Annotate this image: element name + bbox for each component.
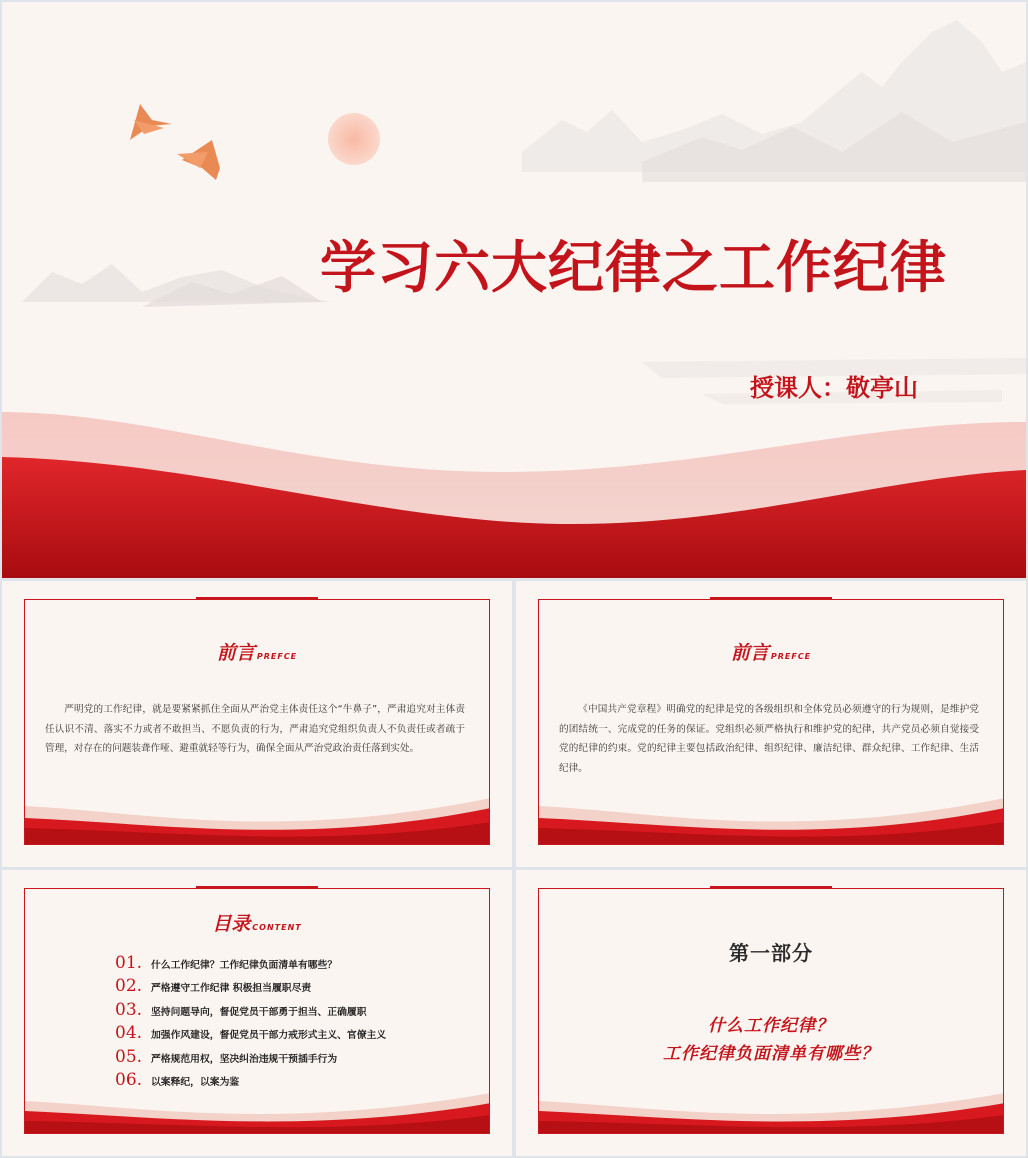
toc-item[interactable] — [115, 1023, 386, 1046]
slide-frame — [538, 599, 1004, 845]
heading-cn: 前言 — [730, 642, 769, 664]
cover-title: 学习六大纪律之工作纪律 — [320, 235, 947, 301]
toc-number: 01. — [115, 953, 143, 973]
red-ribbon-wave — [25, 784, 490, 844]
part-one-slide[interactable] — [516, 870, 1026, 1156]
toc-item[interactable] — [115, 1000, 386, 1023]
preface-slide-1[interactable] — [2, 581, 512, 867]
slide-frame — [24, 599, 490, 845]
toc-number: 02. — [115, 976, 143, 997]
bird-icon — [177, 140, 220, 180]
toc-list — [115, 953, 386, 1093]
heading-en: PREFCE — [770, 652, 812, 661]
toc-number: 06. — [115, 1069, 143, 1090]
red-ribbon-wave — [539, 784, 1004, 844]
sun-shape — [328, 113, 380, 165]
preface-heading — [25, 638, 489, 665]
toc-text: 严格规范用权，坚决纠治违规干预插手行为 — [151, 1053, 338, 1065]
slide-frame — [24, 888, 490, 1134]
toc-text: 严格遵守工作纪律 积极担当履职尽责 — [151, 983, 312, 995]
toc-text: 坚持问题导向，督促党员干部勇于担当、正确履职 — [151, 1006, 367, 1018]
toc-item[interactable] — [115, 953, 386, 976]
red-ribbon-wave — [539, 1083, 1004, 1133]
toc-text: 以案释纪，以案为鉴 — [151, 1076, 240, 1088]
toc-number: 04. — [115, 1023, 143, 1044]
preface-body: 严明党的工作纪律，就是要紧紧抓住全面从严治党主体责任这个“牛鼻子”，严肃追究对主体责任认识不清、落实不力或者不敢担当、不愿负责的行为，严肃追究党组织负责人不负责任或者疏于管理，对存在的问题装聋作哑、避重就轻等行为，确保全面从严治党政治责任落到实处。 — [45, 704, 465, 754]
toc-slide[interactable] — [2, 870, 512, 1156]
toc-heading — [25, 909, 489, 936]
heading-cn: 目录 — [212, 913, 251, 935]
part-title: 第一部分 — [729, 941, 813, 965]
red-ribbon-wave — [25, 1083, 490, 1133]
part-subtitle-2: 工作纪律负面清单有哪些？ — [663, 1044, 879, 1064]
heading-cn: 前言 — [216, 642, 255, 664]
heading-en: PREFCE — [256, 652, 298, 661]
toc-item[interactable] — [115, 976, 386, 999]
cover-lecturer: 授课人：敬亭山 — [750, 373, 918, 402]
bird-icon — [130, 104, 172, 140]
heading-en: CONTENT — [252, 923, 302, 932]
toc-number: 05. — [115, 1046, 143, 1067]
toc-text: 什么工作纪律？工作纪律负面清单有哪些？ — [151, 960, 338, 971]
preface-body: 《中国共产党章程》明确党的纪律是党的各级组织和全体党员必须遵守的行为规则，是维护党的团结统一、完成党的任务的保证。党组织必须严格执行和维护党的纪律，共产党员必须自觉接受党的纪律的约束。党的纪律主要包括政治纪律、组织纪律、廉洁纪律、群众纪律、工作纪律、生活纪律。 — [559, 704, 979, 774]
toc-text: 加强作风建设，督促党员干部力戒形式主义、官僚主义 — [151, 1030, 387, 1042]
toc-item[interactable] — [115, 1047, 386, 1070]
part-subtitle-1: 什么工作纪律？ — [708, 1016, 834, 1036]
toc-number: 03. — [115, 999, 143, 1020]
preface-slide-2[interactable] — [516, 581, 1026, 867]
slide-frame — [538, 888, 1004, 1134]
preface-heading — [539, 638, 1003, 665]
cover-slide[interactable] — [2, 2, 1026, 578]
